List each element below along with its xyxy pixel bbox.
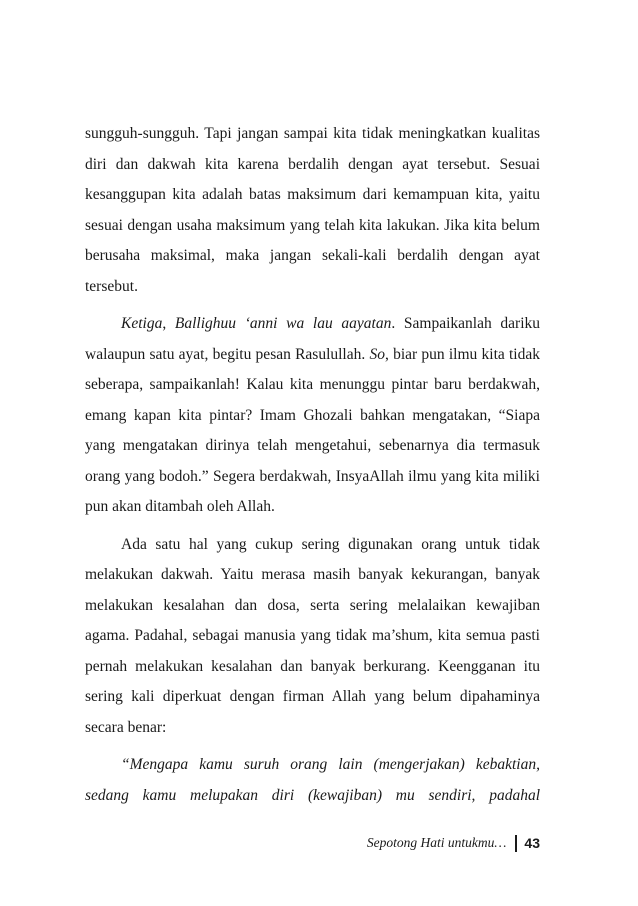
footer-divider — [515, 835, 517, 852]
so-word: So — [369, 345, 385, 363]
paragraph-dakwah-excuse: Ada satu hal yang cukup sering digunakan orang untuk tidak melakukan dakwah. Yaitu merasa masih banyak kekurangan, banyak melakukan kesalahan dan dosa, serta sering melalaikan kewajiban agama. Padahal, sebagai manusia yang tidak ma’shum, kita semua pasti pernah melakukan kesalahan dan banyak berkurang. Keengganan itu sering kali diperkuat dengan firman Allah yang belum dipahaminya secara benar: — [85, 535, 540, 736]
page-body — [85, 119, 540, 818]
arabic-phrase: Ballighuu ‘anni wa lau aayatan — [174, 315, 392, 332]
page-number: 43 — [524, 835, 540, 851]
paragraph-ketiga — [85, 309, 540, 523]
paragraph-ketiga-text-b: , biar pun ilmu kita tidak seberapa, sampaikanlah! Kalau kita menunggu pintar baru berdakwah, emang kapan kita pintar? Imam Ghozali bahkan mengatakan, “Siapa yang mengatakan dirinya telah mengetahui, sebenarnya dia termasuk orang yang bodoh.” Segera berdakwah, InsyaAllah ilmu yang kita miliki pun akan ditambah oleh Allah. — [85, 345, 540, 515]
page-footer — [0, 832, 540, 854]
paragraph-ketiga-text-a: . Sampaikanlah dariku walaupun satu ayat, begitu pesan Rasulullah. — [85, 315, 540, 363]
quote-text: “Mengapa kamu suruh orang lain (mengerjakan) kebaktian, sedang kamu melupakan diri (kewajiban) mu sendiri, padahal — [85, 756, 540, 804]
paragraph-continuation: sungguh-sungguh. Tapi jangan sampai kita tidak meningkatkan kualitas diri dan dakwah kita karena berdalih dengan ayat tersebut. Sesuai kesanggupan kita adalah batas maksimum dari kemampuan kita, yaitu sesuai dengan usaha maksimum yang telah kita lakukan. Jika kita belum berusaha maksimal, maka jangan sekali-kali berdalih dengan ayat tersebut. — [85, 125, 540, 295]
ketiga-label: Ketiga — [121, 315, 163, 332]
book-title: Sepotong Hati untukmu… — [366, 835, 507, 850]
quote-paragraph — [85, 750, 540, 811]
ketiga-comma: , — [162, 315, 175, 332]
